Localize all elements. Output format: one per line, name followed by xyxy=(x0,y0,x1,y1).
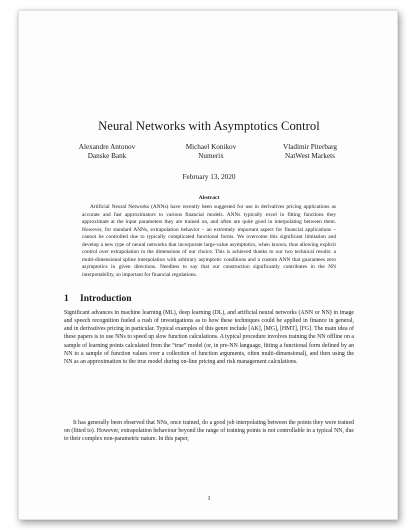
paper-title: Neural Networks with Asymptotics Control xyxy=(98,119,320,133)
section-title: Introduction xyxy=(80,294,132,304)
author-name: Vladimir Piterbarg xyxy=(283,143,337,151)
abstract-heading: Abstract xyxy=(198,195,220,201)
paper-page xyxy=(18,10,398,520)
author-name: Alexandre Antonov xyxy=(78,143,136,151)
author-block xyxy=(176,143,246,161)
section-heading xyxy=(64,294,354,304)
body-paragraph: Significant advances in machine learning (ML), deep learning (DL), and artificial neural networks (ANN or NN) in image and speech recognition fueled a rush of investigations as to how these techniques could be applied in finance in general, and in derivatives pricing in particular. Typical examples of this genre include [AK], [MG], [HMT], [FG]. The main idea of these papers is to use NNs to speed up slow function calculations. A typical procedure involves training the NN offline on a sample of learning points calculated from the “true” model (or, in pre-NN language, fitting a functional form defined by an NN to a sample of function values over a collection of function arguments, often multi-dimensional), and then using the NN as an approximation to the true model during on-line pricing and risk management calculations. xyxy=(64,310,354,365)
page-number: 1 xyxy=(207,495,211,502)
author-block xyxy=(270,143,350,161)
author-name: Michael Konikov xyxy=(185,143,237,151)
section-number: 1 xyxy=(64,294,69,304)
author-list xyxy=(64,143,354,167)
publication-date: February 13, 2020 xyxy=(182,173,236,181)
author-affiliation: Numerix xyxy=(198,152,224,160)
body-paragraph: It has generally been observed that NNs, once trained, do a good job interpolating between the points they were trained on (fitted to). However, extrapolation behaviour beyond the range of training points is not controllable in a typical NN, due to their complex non-parametric nature. In this paper, xyxy=(64,420,354,443)
author-block xyxy=(74,143,140,161)
abstract-text: Artificial Neural Networks (ANNs) have recently been suggested for use in derivatives pricing applications as accurate and fast approximators to various financial models. ANNs typically excel in fitting functions they approximate at the input parameters they are trained on, and often are quite good in interpolating between them. However, for standard ANNs, extrapolation behavior – an extremely important aspect for financial applications – cannot be controlled due to typically complicated functional forms. We overcome this significant limitation and develop a new type of neural networks that incorporate large-value asymptotics, when known, thus allowing explicit control over extrapolation in the dimensions of our choice. This is achieved thanks to our two technical results: a multi-dimensional spline interpolation with arbitrary asymptotic conditions and a custom ANN that guarantees zero asymptotics in given directions. Needless to say that our construction significantly contributes in the NN interpretability, so important for financial regulations. xyxy=(82,204,336,278)
author-affiliation: Danske Bank xyxy=(87,152,127,160)
author-affiliation: NatWest Markets xyxy=(285,152,335,160)
